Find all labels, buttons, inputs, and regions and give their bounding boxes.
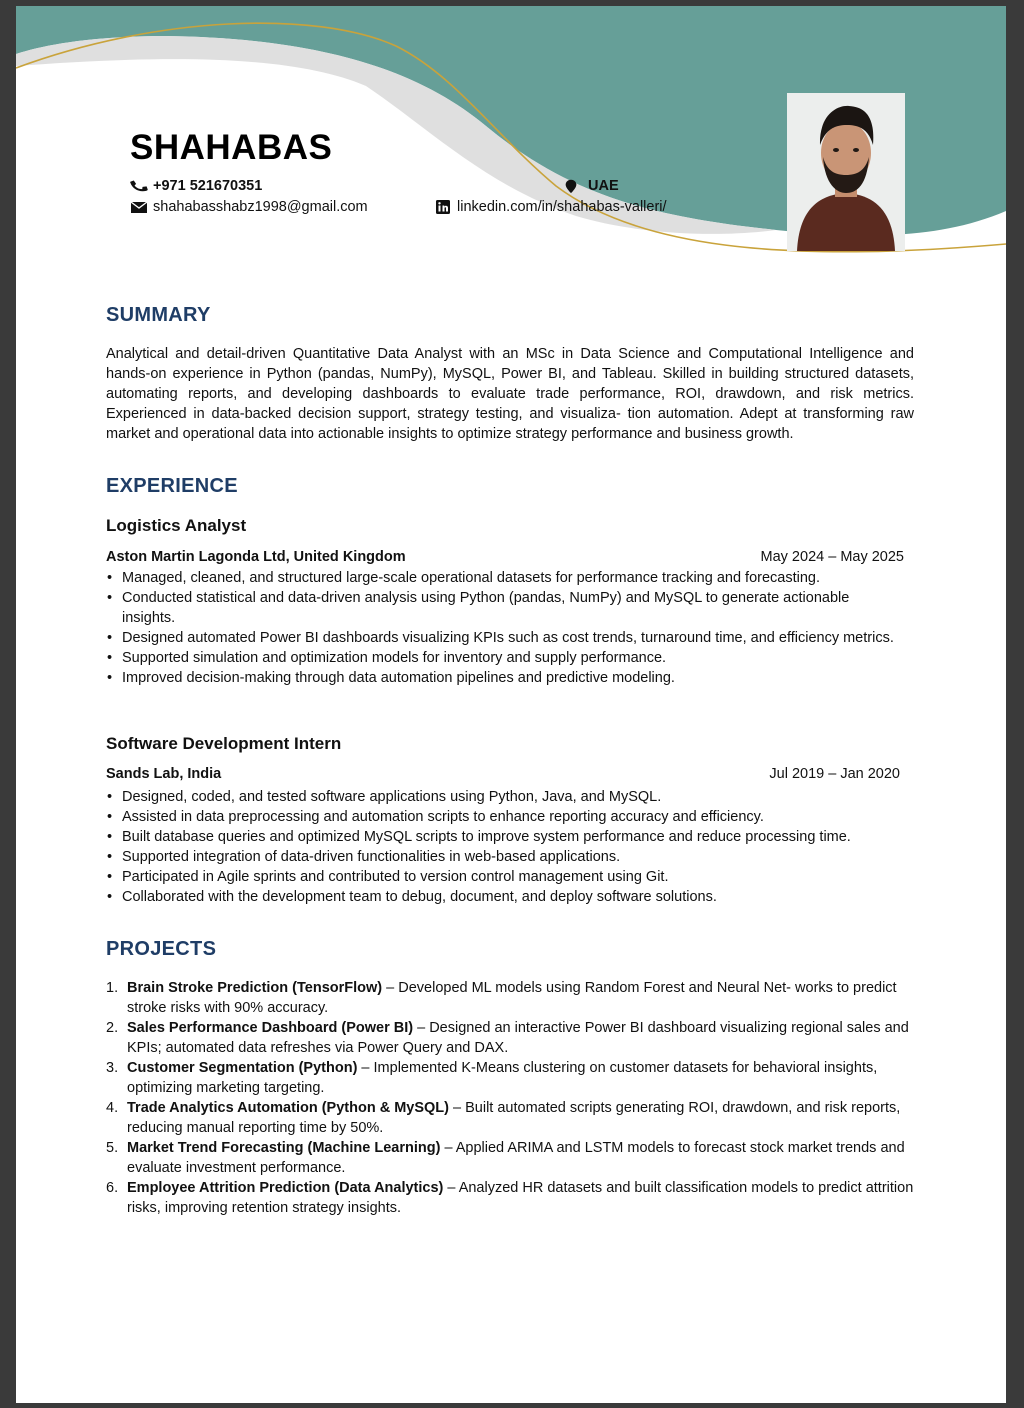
- location-contact: [563, 177, 619, 195]
- bullet-item: • Supported integration of data-driven functionalities in web-based applications.: [106, 847, 906, 867]
- bullet-item: • Managed, cleaned, and structured large-scale operational datasets for performance tracking and forecasting.: [106, 568, 896, 588]
- bullet-item: • Collaborated with the development team to debug, document, and deploy software solutions.: [106, 887, 906, 907]
- job-dates: Jul 2019 – Jan 2020: [769, 766, 900, 782]
- projects-list: [106, 978, 916, 1218]
- project-title: Trade Analytics Automation (Python & MySQL): [127, 1100, 449, 1116]
- job-title: Logistics Analyst: [106, 516, 247, 535]
- project-number: 5.: [106, 1140, 119, 1156]
- bullet-item: • Designed, coded, and tested software applications using Python, Java, and MySQL.: [106, 787, 906, 807]
- job-bullets: [106, 568, 896, 688]
- bullet-item: • Assisted in data preprocessing and automation scripts to enhance reporting accuracy and efficiency.: [106, 807, 906, 827]
- project-description: – Analyzed HR datasets and built classification models to predict attrition risks, improving retention strategy insights.: [127, 1180, 914, 1216]
- bullet-item: • Built database queries and optimized MySQL scripts to improve system performance and reduce processing time.: [106, 827, 906, 847]
- job-company: Aston Martin Lagonda Ltd, United Kingdom: [106, 549, 406, 565]
- project-number: 6.: [106, 1180, 119, 1196]
- bullet-item: • Supported simulation and optimization models for inventory and supply performance.: [106, 648, 896, 668]
- projects-heading: PROJECTS: [106, 938, 217, 960]
- location-pin-icon: [563, 177, 579, 195]
- project-description: – Implemented K-Means clustering on customer datasets for behavioral insights, optimizing marketing targeting.: [127, 1060, 878, 1096]
- experience-heading: EXPERIENCE: [106, 475, 238, 497]
- profile-photo: [787, 93, 905, 251]
- email-icon: [130, 199, 148, 215]
- phone-icon: [130, 178, 148, 194]
- job-company: Sands Lab, India: [106, 766, 222, 782]
- project-title: Employee Attrition Prediction (Data Analytics): [127, 1180, 444, 1196]
- project-description: – Applied ARIMA and LSTM models to forecast stock market trends and evaluate investment performance.: [127, 1140, 905, 1176]
- bullet-item: • Designed automated Power BI dashboards visualizing KPIs such as cost trends, turnaround time, and efficiency metrics.: [106, 628, 896, 648]
- project-item: [106, 1058, 916, 1098]
- bullet-item: • Conducted statistical and data-driven analysis using Python (pandas, NumPy) and MySQL to generate actionable insights.: [106, 588, 896, 628]
- project-number: 2.: [106, 1020, 119, 1036]
- job-meta: [106, 549, 904, 565]
- project-number: 1.: [106, 980, 119, 996]
- project-title: Market Trend Forecasting (Machine Learning): [127, 1140, 441, 1156]
- project-number: 3.: [106, 1060, 119, 1076]
- project-title: Customer Segmentation (Python): [127, 1060, 358, 1076]
- job-title: Software Development Intern: [106, 734, 342, 753]
- candidate-name: SHAHABAS: [130, 128, 333, 167]
- summary-text: Analytical and detail-driven Quantitative Data Analyst with an MSc in Data Science and Computational Intelligence and hands-on experience in Python (pandas, NumPy), MySQL, Power BI, and Tableau. Skilled in building structured datasets, automating reports, and developing dashboards to evaluate trade performance, ROI, drawdown, and risk metrics. Experienced in data-backed decision support, strategy testing, and visualiza- tion automation. Adept at transforming raw market and operational data into actionable insights to optimize strategy performance and business growth.: [106, 346, 914, 442]
- bullet-item: • Improved decision-making through data automation pipelines and predictive modeling.: [106, 668, 896, 688]
- phone-contact: [130, 178, 262, 194]
- project-item: [106, 1138, 916, 1178]
- project-number: 4.: [106, 1100, 119, 1116]
- email-contact[interactable]: [130, 199, 368, 215]
- linkedin-contact[interactable]: [434, 199, 667, 215]
- resume-page: [16, 6, 1006, 1403]
- project-title: Sales Performance Dashboard (Power BI): [127, 1020, 414, 1036]
- job-dates: May 2024 – May 2025: [760, 549, 904, 565]
- linkedin-icon: [434, 199, 452, 215]
- phone-number: +971 521670351: [153, 178, 263, 194]
- linkedin-url[interactable]: linkedin.com/in/shahabas-valleri/: [457, 199, 667, 215]
- bullet-item: • Participated in Agile sprints and contributed to version control management using Git.: [106, 867, 906, 887]
- project-description: – Developed ML models using Random Forest and Neural Net- works to predict stroke risks with 90% accuracy.: [127, 980, 897, 1016]
- project-title: Brain Stroke Prediction (TensorFlow): [127, 980, 383, 996]
- job-meta: [106, 766, 900, 782]
- project-description: – Built automated scripts generating ROI, drawdown, and risk reports, reducing manual reporting time by 50%.: [127, 1100, 901, 1136]
- summary-heading: SUMMARY: [106, 304, 211, 326]
- project-item: [106, 1178, 916, 1218]
- job-bullets: [106, 787, 906, 907]
- profile-avatar-illustration: [787, 93, 905, 251]
- email-address[interactable]: shahabasshabz1998@gmail.com: [153, 199, 368, 215]
- project-item: [106, 1018, 916, 1058]
- project-item: [106, 978, 916, 1018]
- project-description: – Designed an interactive Power BI dashboard visualizing regional sales and KPIs; automated data refreshes via Power Query and DAX.: [127, 1020, 909, 1056]
- location-text: UAE: [588, 178, 619, 194]
- project-item: [106, 1098, 916, 1138]
